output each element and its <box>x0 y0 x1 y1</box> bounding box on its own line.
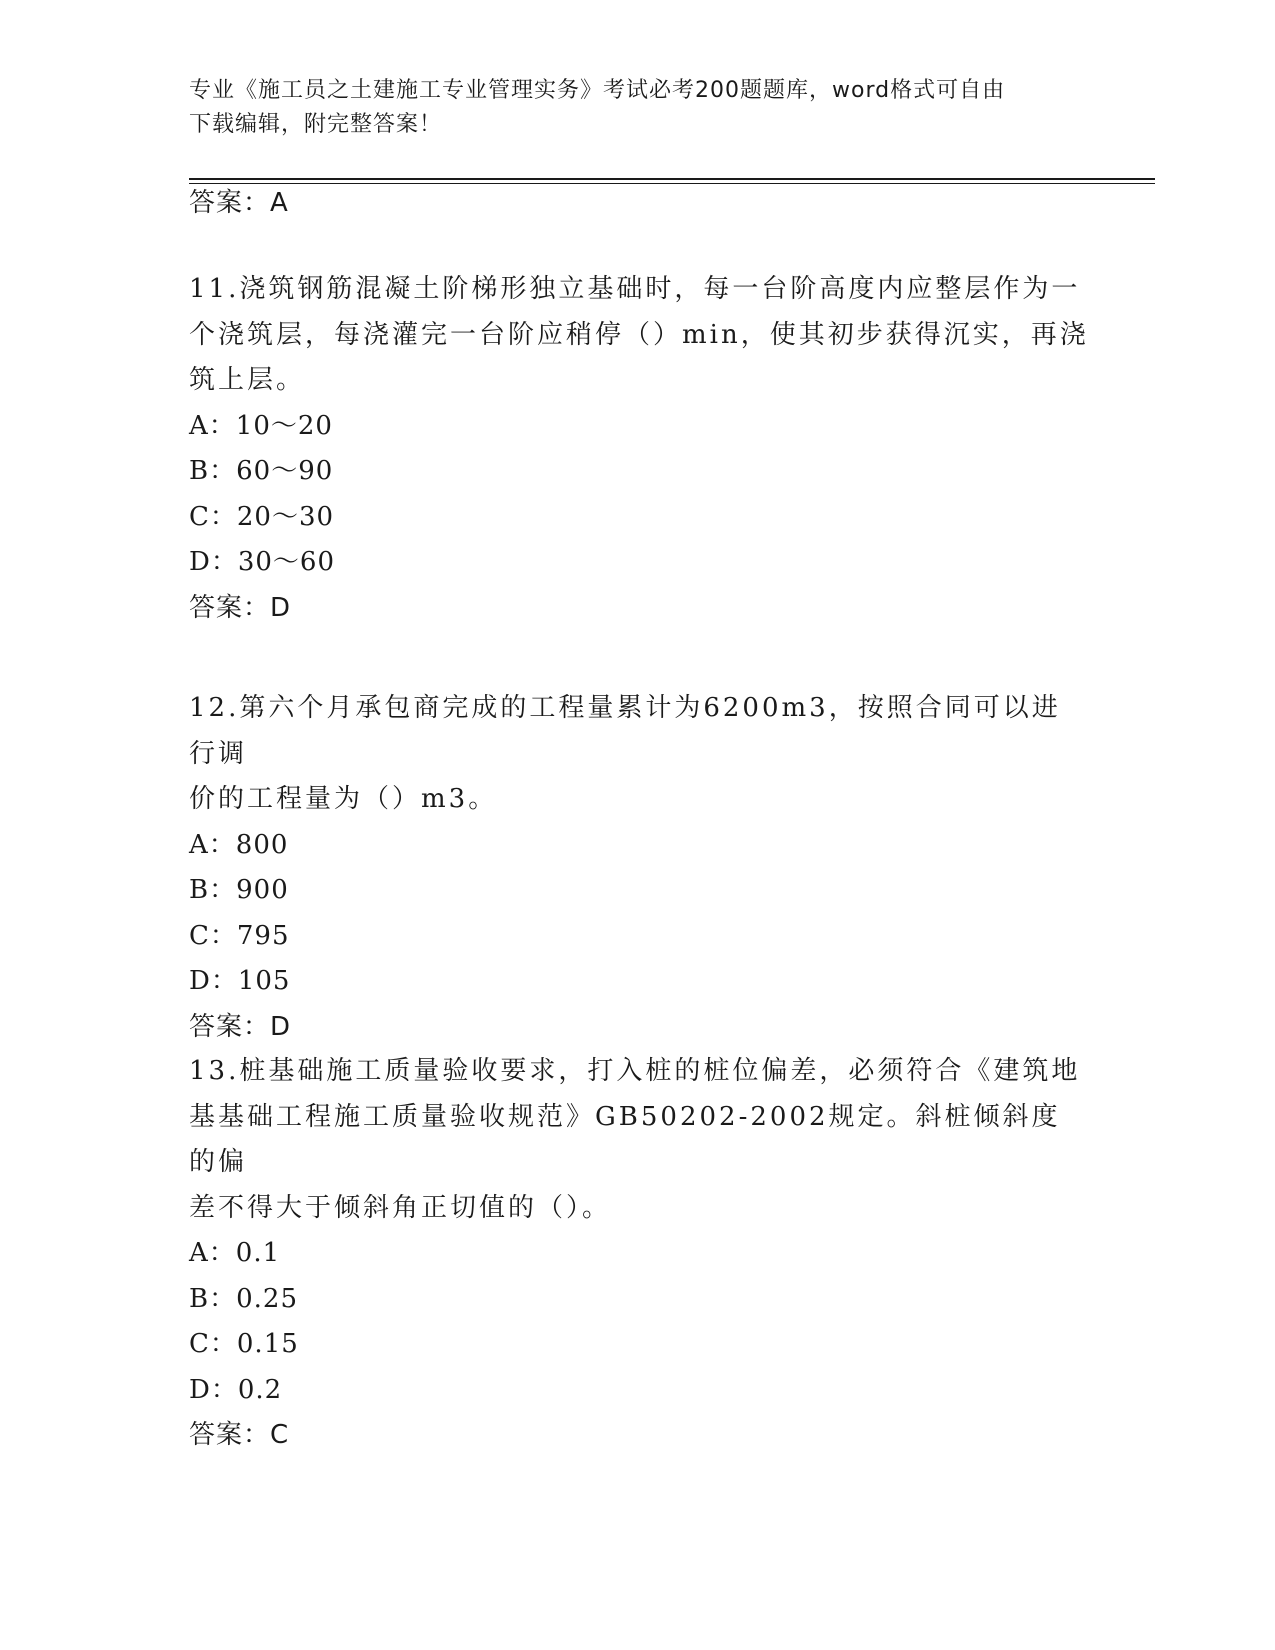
question-stem-line: 12.第六个月承包商完成的工程量累计为6200m3，按照合同可以进行调 <box>189 693 1061 769</box>
option-d: D：0.2 <box>189 1374 283 1405</box>
option-a: A：0.1 <box>189 1238 281 1268</box>
question-stem-line: 差不得大于倾斜角正切值的（）。 <box>189 1192 612 1223</box>
header-divider-thick <box>189 178 1155 180</box>
question-stem-line: 基基础工程施工质量验收规范》GB50202-2002规定。斜桩倾斜度的偏 <box>189 1101 1061 1177</box>
document-header <box>189 74 1069 142</box>
option-d: D：30～60 <box>189 547 336 577</box>
option-b: B：0.25 <box>189 1283 298 1314</box>
previous-answer: 答案：A <box>189 188 289 218</box>
answer-line: 答案：C <box>189 1420 290 1450</box>
option-c: C：795 <box>189 920 290 951</box>
answer-line: 答案：D <box>189 1011 292 1042</box>
answer-line: 答案：D <box>189 592 292 623</box>
header-line-2: 下载编辑，附完整答案！ <box>189 112 443 137</box>
header-line-1: 专业《施工员之土建施工专业管理实务》考试必考200题题库，word格式可自由 <box>189 78 1006 103</box>
option-d: D：105 <box>189 966 291 996</box>
option-b: B：60～90 <box>189 456 334 486</box>
question-stem-line: 13.桩基础施工质量验收要求，打入桩的桩位偏差，必须符合《建筑地 <box>189 1056 1081 1086</box>
question-stem-line: 筑上层。 <box>189 365 306 395</box>
header-divider-thin <box>189 183 1155 184</box>
question-12 <box>189 686 1089 1050</box>
option-b: B：900 <box>189 875 289 905</box>
option-a: A：800 <box>189 829 289 860</box>
option-c: C：20～30 <box>189 501 335 532</box>
question-stem-line: 11.浇筑钢筋混凝土阶梯形独立基础时，每一台阶高度内应整层作为一 <box>189 274 1081 304</box>
question-stem-line: 个浇筑层，每浇灌完一台阶应稍停（）min，使其初步获得沉实，再浇 <box>189 319 1089 350</box>
question-11 <box>189 267 1089 631</box>
option-c: C：0.15 <box>189 1329 299 1359</box>
question-stem-line: 价的工程量为（）m3。 <box>189 784 498 814</box>
option-a: A：10～20 <box>189 410 333 441</box>
question-13 <box>189 1049 1089 1459</box>
